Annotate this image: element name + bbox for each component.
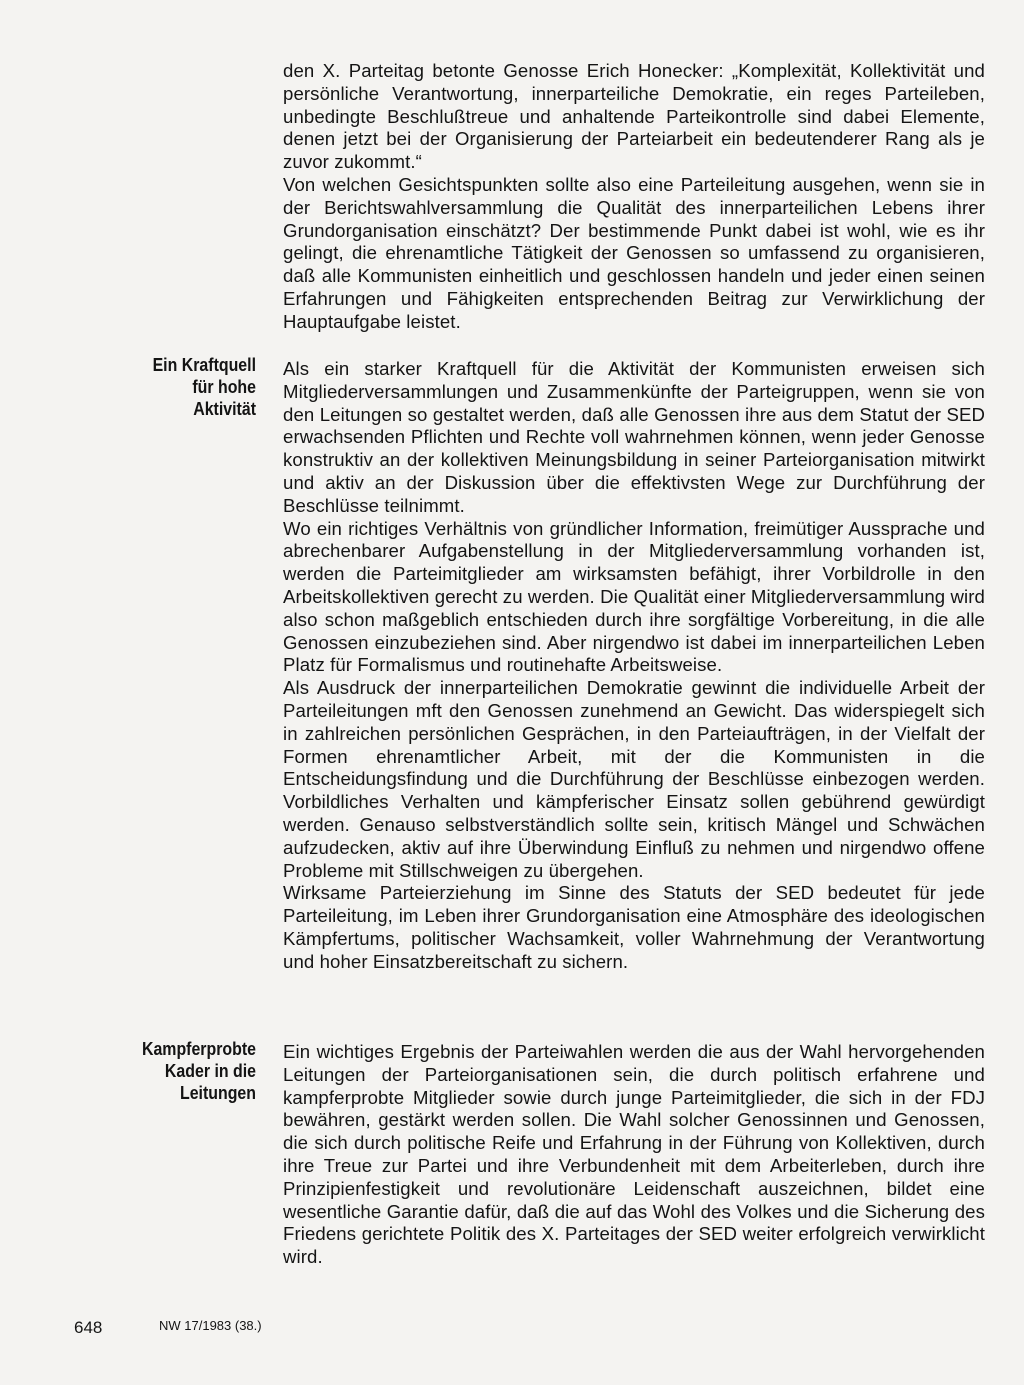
side-heading-kraftquell [110, 354, 256, 420]
paragraph: Als Ausdruck der innerparteilichen Demokratie gewinnt die individuelle Arbeit der Parteileitungen mft den Genossen zunehmend an Gewicht. Das widerspiegelt sich in zahlreichen persönlichen Gesprächen, in den Parteiaufträgen, in der Vielfalt der Formen ehrenamtlicher Arbeit, mit der die Kommunisten in die Entscheidungsfindung und die Durchführung der Beschlüsse einbezogen werden. Vorbildliches Verhalten und kämpferischer Einsatz sollen gebührend gewürdigt werden. Genauso selbstverständlich sollte sein, kritisch Mängel und Schwächen aufzudecken, aktiv auf ihre Überwindung Einfluß zu nehmen und nirgendwo offene Probleme mit Stillschweigen zu übergehen. [283, 677, 985, 881]
side-heading-line: Kampferprobte [141, 1038, 256, 1059]
side-heading-kader [110, 1038, 256, 1104]
side-heading-line: Ein Kraftquell [152, 354, 256, 375]
journal-reference: NW 17/1983 (38.) [159, 1318, 262, 1333]
intro-section [283, 60, 985, 334]
kraftquell-section [283, 358, 985, 974]
kader-section [283, 1041, 985, 1269]
paragraph: Als ein starker Kraftquell für die Aktivität der Kommunisten erweisen sich Mitgliederversammlungen und Zusammenkünfte der Parteigruppen, wenn sie von den Leitungen so gestaltet werden, daß alle Genossen ihre aus dem Statut der SED erwachsenden Pflichten und Rechte voll wahrnehmen können, wenn jeder Genosse konstruktiv an der kollektiven Meinungsbildung in seiner Parteiorganisation mitwirkt und aktiv an der Diskussion über die effektivsten Wege zur Durchführung der Beschlüsse teilnimmt. [283, 358, 985, 516]
page-number: 648 [74, 1318, 103, 1337]
paragraph: Wirksame Parteierziehung im Sinne des Statuts der SED bedeutet für jede Parteileitung, im Leben ihrer Grundorganisation eine Atmosphäre des ideologischen Kämpfertums, politischer Wachsamkeit, voller Wahrnehmung der Verantwortung und hoher Einsatzbereitschaft zu sichern. [283, 882, 985, 972]
side-heading-line: für hohe [192, 376, 256, 397]
side-heading-line: Aktivität [193, 398, 256, 419]
paragraph: den X. Parteitag betonte Genosse Erich Honecker: „Komplexität, Kollektivität und persönliche Verantwortung, innerparteiliche Demokratie, ein reges Parteileben, unbedingte Beschlußtreue und anhaltende Parteikontrolle sind dabei Elemente, denen jetzt bei der Organisierung der Parteiarbeit ein bedeutenderer Rang als je zuvor zukommt.“ [283, 60, 985, 173]
paragraph: Wo ein richtiges Verhältnis von gründlicher Information, freimütiger Aussprache und abrechenbarer Aufgabenstellung in der Mitgliederversammlung vorhanden ist, werden die Parteimitglieder am wirksamsten befähigt, ihrer Vorbildrolle in den Arbeitskollektiven gerecht zu werden. Die Qualität einer Mitgliederversammlung wird also schon maßgeblich entschieden durch ihre sorgfältige Vorbereitung, in die alle Genossen einzubeziehen sind. Aber nirgendwo ist dabei im innerparteilichen Leben Platz für Formalismus und routinehafte Arbeitsweise. [283, 517, 985, 676]
side-heading-line: Leitungen [179, 1082, 256, 1103]
paragraph: Ein wichtiges Ergebnis der Parteiwahlen werden die aus der Wahl hervorgehenden Leitungen der Parteiorganisationen sein, die durch politisch erfahrene und kampferprobte Mitglieder sowie durch junge Parteimitglieder, die sich in der FDJ bewähren, gestärkt werden sollen. Die Wahl solcher Genossinnen und Genossen, die sich durch politische Reife und Erfahrung in der Führung von Kollektiven, durch ihre Treue zur Partei und ihre Verbundenheit mit dem Arbeiterleben, durch ihre Prinzipienfestigkeit und revolutionäre Leidenschaft auszeichnen, bildet eine wesentliche Garantie dafür, daß die auf das Wohl des Volkes und die Sicherung des Friedens gerichtete Politik des X. Parteitages der SED weiter erfolgreich verwirklicht wird. [283, 1041, 985, 1268]
side-heading-line: Kader in die [164, 1060, 256, 1081]
paragraph: Von welchen Gesichtspunkten sollte also eine Parteileitung ausgehen, wenn sie in der Berichtswahlversammlung die Qualität des innerparteilichen Lebens ihrer Grundorganisation einschätzt? Der bestimmende Punkt dabei ist wohl, wie es ihr gelingt, die ehrenamtliche Tätigkeit der Genossen so umfassend zu organisieren, daß alle Kommunisten einheitlich und geschlossen handeln und jeder einen seinen Erfahrungen und Fähigkeiten entsprechenden Beitrag zur Verwirklichung der Hauptaufgabe leistet. [283, 173, 985, 332]
